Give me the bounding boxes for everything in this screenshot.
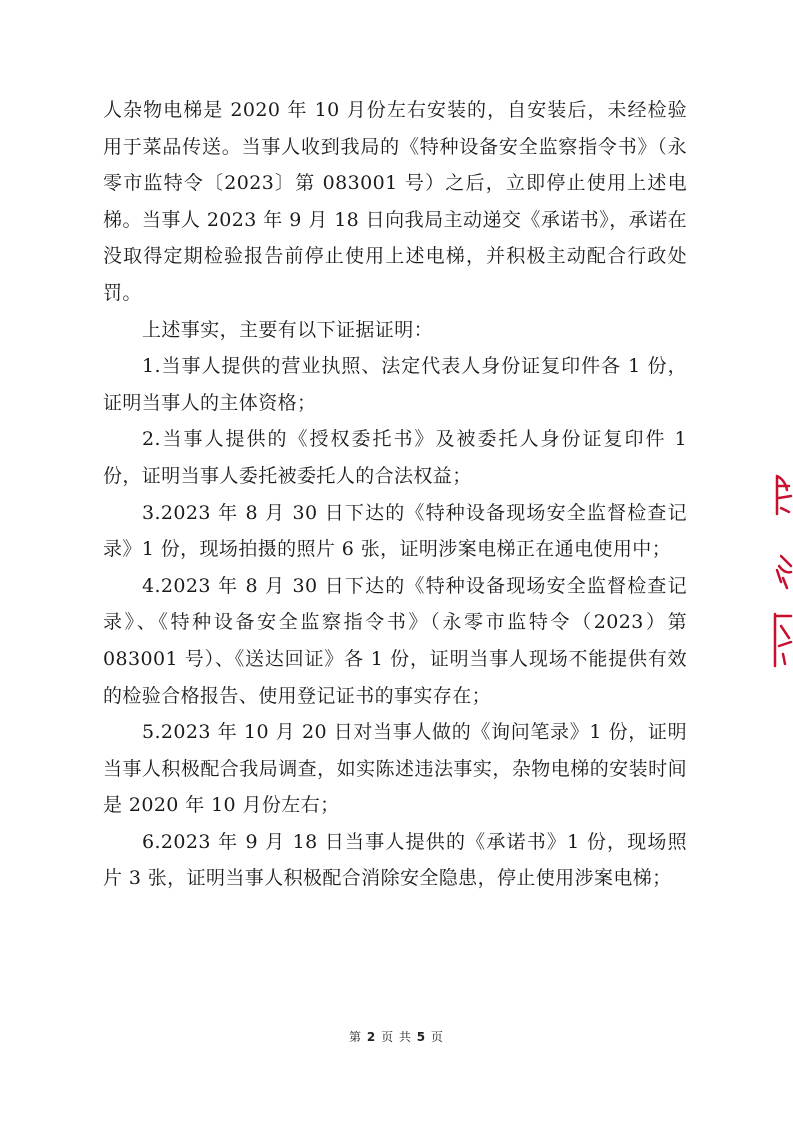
evidence-item-1: 1.当事人提供的营业执照、法定代表人身份证复印件各 1 份，证明当事人的主体资格； [103, 355, 687, 414]
evidence-item-5: 5.2023 年 10 月 20 日对当事人做的《询问笔录》1 份，证明当事人积极配合我局调查，如实陈述违法事实，杂物电梯的安装时间是 2020 年 10 月份左右； [103, 721, 687, 817]
paragraph-evidence-intro: 上述事实，主要有以下证据证明： [142, 318, 434, 341]
evidence-item-4: 4.2023 年 8 月 30 日下达的《特种设备现场安全监督检查记录》、《特种设备安全监察指令书》（永零市监特令（2023）第 083001 号）、《送达回证》各 1 份，证明当事人现场不能提供有效的检验合格报告、使用登记证书的事实存在； [103, 574, 687, 707]
seal-marks [775, 476, 791, 666]
footer-middle: 页 共 [381, 1030, 412, 1044]
evidence-item-3: 3.2023 年 8 月 30 日下达的《特种设备现场安全监督检查记录》1 份，现场拍摄的照片 6 张，证明涉案电梯正在通电使用中； [103, 501, 687, 561]
evidence-item-2: 2.当事人提供的《授权委托书》及被委托人身份证复印件 1 份，证明当事人委托被委托人的合法权益； [103, 428, 687, 487]
document-body [103, 92, 687, 897]
paragraph-continuation: 人杂物电梯是 2020 年 10 月份左右安装的，自安装后，未经检验用于菜品传送。当事人收到我局的《特种设备安全监察指令书》（永零市监特令〔2023〕第 083001 号）之后，立即停止使用上述电梯。当事人 2023 年 9 月 18 日向我局主动递交《承诺书》，承诺在没取得定期检验报告前停止使用上述电梯，并积极主动配合行政处罚。 [103, 99, 687, 304]
footer-prefix: 第 [349, 1030, 363, 1044]
footer-suffix: 页 [430, 1030, 444, 1044]
footer-current-page: 2 [366, 1030, 377, 1044]
page-footer [0, 1028, 793, 1045]
seam-seal-stamp [751, 470, 793, 670]
evidence-item-6: 6.2023 年 9 月 18 日当事人提供的《承诺书》1 份，现场照片 3 张，证明当事人积极配合消除安全隐患，停止使用涉案电梯； [103, 830, 687, 890]
footer-total-pages: 5 [416, 1030, 427, 1044]
